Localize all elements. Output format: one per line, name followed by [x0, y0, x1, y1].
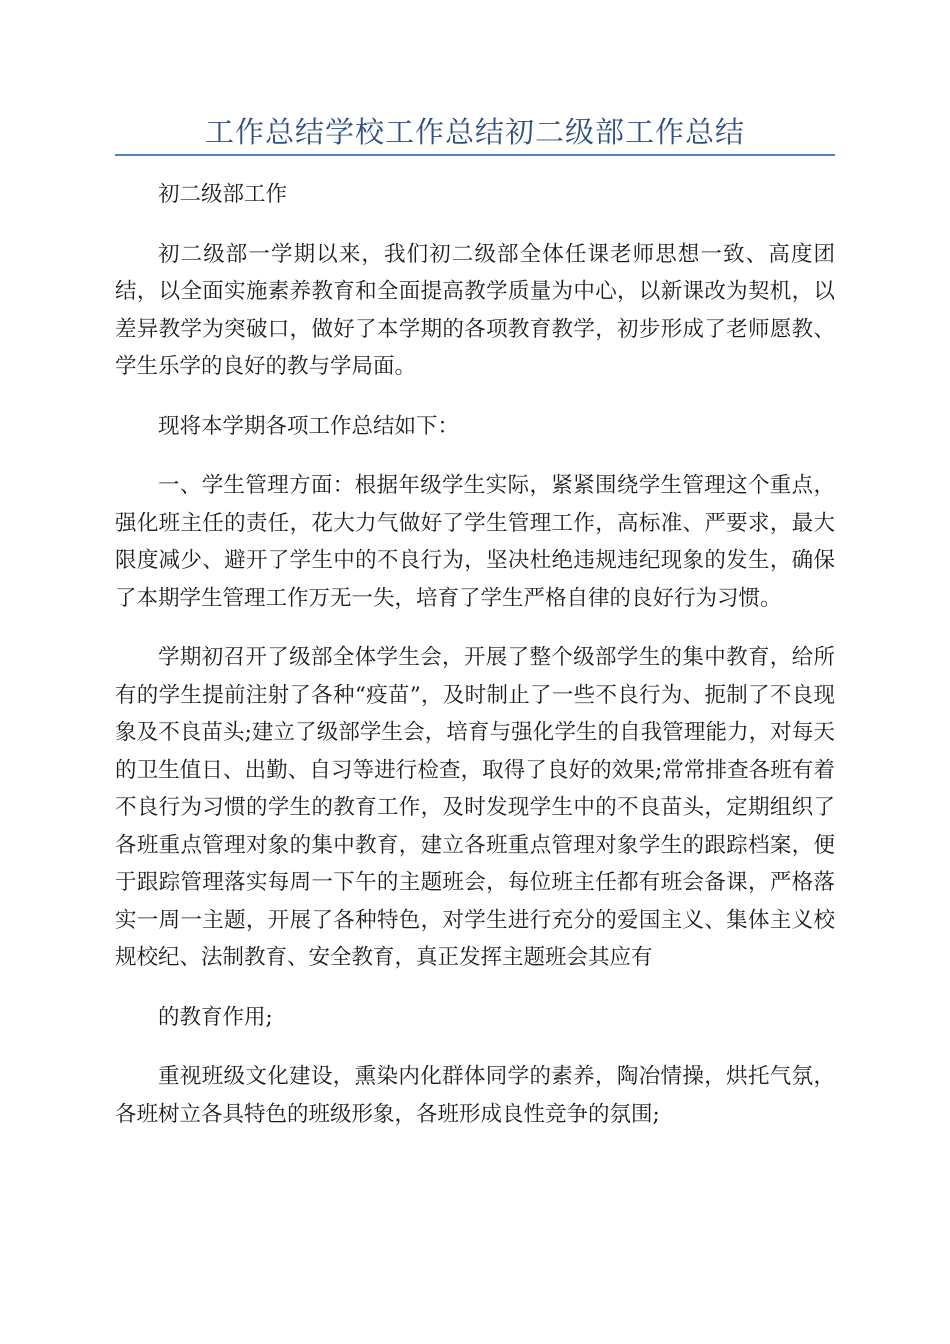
- paragraph-summary-lead: 现将本学期各项工作总结如下：: [158, 413, 460, 439]
- document-body: [115, 176, 835, 1155]
- paragraph-class-culture: 重视班级文化建设，熏染内化群体同学的素养，陶冶情操，烘托气氛，各班树立各具特色的班级形象，各班形成良性竞争的氛围;: [115, 1064, 835, 1127]
- title-underline: [115, 154, 835, 156]
- paragraph-semester-start: 学期初召开了级部全体学生会，开展了整个级部学生的集中教育，给所有的学生提前注射了各种“疫苗”，及时制止了一些不良行为、扼制了不良现象及不良苗头;建立了级部学生会，培育与强化学生的自我管理能力，对每天的卫生值日、出勤、自习等进行检查，取得了良好的效果;常常排查各班有着不良行为习惯的学生的教育工作，及时发现学生中的不良苗头，定期组织了各班重点管理对象的集中教育，建立各班重点管理对象学生的跟踪档案，便于跟踪管理落实每周一下午的主题班会，每位班主任都有班会备课，严格落实一周一主题，开展了各种特色，对学生进行充分的爱国主义、集体主义校规校纪、法制教育、安全教育，真正发挥主题班会其应有: [115, 645, 835, 970]
- document-title: 工作总结学校工作总结初二级部工作总结: [204, 115, 745, 149]
- paragraph-student-management: 一、学生管理方面：根据年级学生实际，紧紧围绕学生管理这个重点，强化班主任的责任，花大力气做好了学生管理工作，高标准、严要求，最大限度减少、避开了学生中的不良行为，坚决杜绝违规违纪现象的发生，确保了本期学生管理工作万无一失，培育了学生严格自律的良好行为习惯。: [115, 473, 835, 611]
- paragraph-intro: 初二级部一学期以来，我们初二级部全体任课老师思想一致、高度团结，以全面实施素养教育和全面提高教学质量为中心，以新课改为契机，以差异教学为突破口，做好了本学期的各项教育教学，初步形成了老师愿教、学生乐学的良好的教与学局面。: [115, 241, 835, 379]
- paragraph-education-role: 的教育作用;: [158, 1004, 273, 1030]
- paragraph-heading: 初二级部工作: [158, 182, 288, 207]
